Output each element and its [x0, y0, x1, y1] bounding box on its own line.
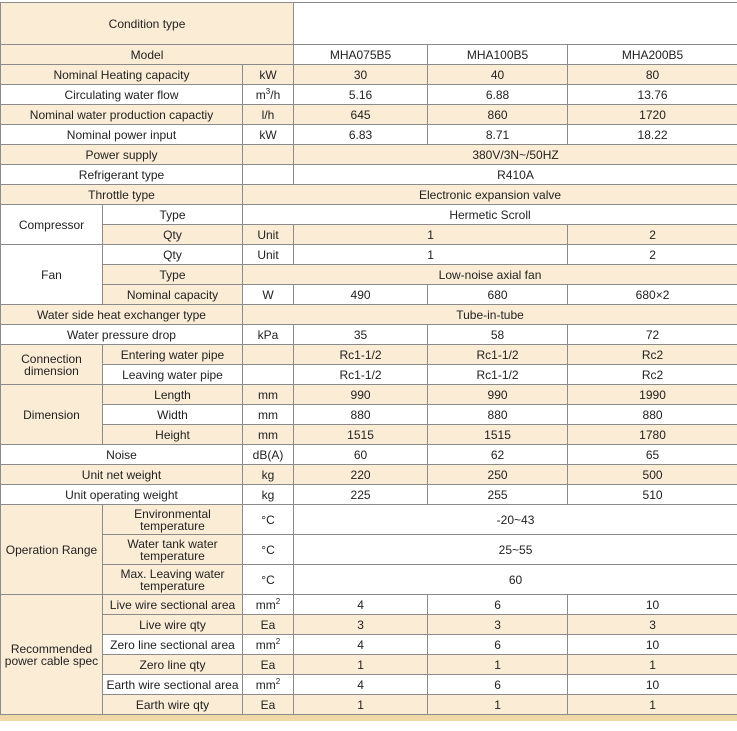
unit-superscript: 2: [275, 676, 281, 686]
condition-type-value: [294, 3, 737, 45]
value-cell: 225: [294, 485, 428, 505]
unit-tail: /h: [270, 87, 281, 102]
table-row: [1, 205, 737, 225]
value-cell: Tube-in-tube: [243, 305, 737, 325]
value-cell: Rc2: [568, 345, 737, 365]
row-label: Length: [103, 385, 243, 405]
value-cell: 220: [294, 465, 428, 485]
unit-base: mm: [255, 637, 276, 652]
value-cell: R410A: [294, 165, 737, 185]
value-cell: 880: [294, 405, 428, 425]
value-cell: Hermetic Scroll: [243, 205, 737, 225]
value-cell: 10: [568, 595, 737, 615]
table-row: [1, 305, 737, 325]
value-cell: 880: [428, 405, 568, 425]
value-cell: 4: [294, 635, 428, 655]
table-row: [1, 285, 737, 305]
table-row: [1, 105, 737, 125]
table-row: [1, 505, 737, 535]
value-cell: 990: [428, 385, 568, 405]
unit-cell: °C: [243, 535, 294, 565]
value-cell: 490: [294, 285, 428, 305]
value-cell: 80: [568, 65, 737, 85]
group-label-power-cable: Recommended power cable spec: [1, 595, 103, 715]
group-label-connection: Connection dimension: [1, 345, 103, 385]
table-row: [1, 365, 737, 385]
value-cell: 1: [568, 695, 737, 715]
value-cell: 380V/3N~/50HZ: [294, 145, 737, 165]
row-label: Nominal water production capactiy: [1, 105, 243, 125]
row-label: Entering water pipe: [103, 345, 243, 365]
unit-cell: [243, 675, 294, 695]
unit-cell: Ea: [243, 655, 294, 675]
unit-cell: [243, 365, 294, 385]
row-label: Type: [103, 205, 243, 225]
row-label: Zero line qty: [103, 655, 243, 675]
row-label: Refrigerant type: [1, 165, 243, 185]
table-row: [1, 655, 737, 675]
value-cell: 6.83: [294, 125, 428, 145]
row-label: Nominal Heating capacity: [1, 65, 243, 85]
value-cell: 13.76: [568, 85, 737, 105]
value-cell: 18.22: [568, 125, 737, 145]
row-label: Type: [103, 265, 243, 285]
unit-cell: Unit: [243, 225, 294, 245]
unit-cell: mm: [243, 425, 294, 445]
row-label: Max. Leaving water temperature: [103, 565, 243, 595]
group-label-operation-range: Operation Range: [1, 505, 103, 595]
value-cell: 860: [428, 105, 568, 125]
value-cell: 6.88: [428, 85, 568, 105]
group-label-dimension: Dimension: [1, 385, 103, 445]
unit-cell: Unit: [243, 245, 294, 265]
row-label: Unit operating weight: [1, 485, 243, 505]
model-name: MHA200B5: [568, 45, 737, 65]
unit-superscript: 3: [265, 86, 271, 96]
value-cell: 58: [428, 325, 568, 345]
value-cell: 680: [428, 285, 568, 305]
value-cell: 1: [568, 655, 737, 675]
unit-cell: [243, 595, 294, 615]
value-cell: 60: [294, 445, 428, 465]
unit-cell: l/h: [243, 105, 294, 125]
unit-cell: kW: [243, 125, 294, 145]
row-label: Nominal power input: [1, 125, 243, 145]
value-cell: 255: [428, 485, 568, 505]
value-cell: 1780: [568, 425, 737, 445]
value-cell: 1: [428, 695, 568, 715]
table-row: [1, 185, 737, 205]
value-cell: 1720: [568, 105, 737, 125]
model-name: MHA075B5: [294, 45, 428, 65]
value-cell: 500: [568, 465, 737, 485]
table-row: [1, 85, 737, 105]
table-row: [1, 345, 737, 365]
value-cell: 645: [294, 105, 428, 125]
value-cell: 6: [428, 595, 568, 615]
unit-cell: Ea: [243, 615, 294, 635]
value-cell: 8.71: [428, 125, 568, 145]
value-cell: 3: [428, 615, 568, 635]
value-cell: 680×2: [568, 285, 737, 305]
value-cell: 6: [428, 675, 568, 695]
table-row: [1, 405, 737, 425]
value-cell: 62: [428, 445, 568, 465]
value-cell: 60: [294, 565, 737, 595]
value-cell: 10: [568, 635, 737, 655]
value-cell: Rc2: [568, 365, 737, 385]
value-cell: Rc1-1/2: [428, 345, 568, 365]
table-row: [1, 45, 737, 65]
unit-cell: [243, 165, 294, 185]
unit-superscript: 2: [275, 596, 281, 606]
row-label: Earth wire sectional area: [103, 675, 243, 695]
unit-cell: kPa: [243, 325, 294, 345]
row-label: Circulating water flow: [1, 85, 243, 105]
row-label: Live wire sectional area: [103, 595, 243, 615]
row-label: Height: [103, 425, 243, 445]
value-cell: -20~43: [294, 505, 737, 535]
value-cell: 1990: [568, 385, 737, 405]
value-cell: 2: [568, 225, 737, 245]
value-cell: 65: [568, 445, 737, 465]
unit-cell: [243, 635, 294, 655]
table-row: [1, 325, 737, 345]
value-cell: 72: [568, 325, 737, 345]
table-row: [1, 225, 737, 245]
table-row: [1, 65, 737, 85]
unit-cell: Ea: [243, 695, 294, 715]
unit-cell: [243, 345, 294, 365]
unit-cell: kg: [243, 465, 294, 485]
unit-cell: °C: [243, 505, 294, 535]
table-row: [1, 385, 737, 405]
table-row: [1, 145, 737, 165]
unit-cell: dB(A): [243, 445, 294, 465]
table-row: [1, 245, 737, 265]
value-cell: 4: [294, 595, 428, 615]
table-row: [1, 485, 737, 505]
row-label: Earth wire qty: [103, 695, 243, 715]
value-cell: 5.16: [294, 85, 428, 105]
table-row: [1, 465, 737, 485]
value-cell: 30: [294, 65, 428, 85]
row-label: Throttle type: [1, 185, 243, 205]
value-cell: Rc1-1/2: [294, 345, 428, 365]
row-label: Water tank water temperature: [103, 535, 243, 565]
condition-type-label: Condition type: [1, 3, 294, 45]
value-cell: 1515: [428, 425, 568, 445]
table-row: [1, 125, 737, 145]
row-label: Width: [103, 405, 243, 425]
table-row: [1, 615, 737, 635]
value-cell: 40: [428, 65, 568, 85]
value-cell: 10: [568, 675, 737, 695]
table-row: [1, 445, 737, 465]
value-cell: 1: [294, 225, 568, 245]
row-label: Nominal capacity: [103, 285, 243, 305]
table-row: [1, 675, 737, 695]
table-row: [1, 535, 737, 565]
value-cell: 35: [294, 325, 428, 345]
model-name: MHA100B5: [428, 45, 568, 65]
row-label: Qty: [103, 245, 243, 265]
value-cell: Low-noise axial fan: [243, 265, 737, 285]
table-row: [1, 635, 737, 655]
value-cell: 3: [568, 615, 737, 635]
row-label: Leaving water pipe: [103, 365, 243, 385]
row-label: Water pressure drop: [1, 325, 243, 345]
group-label-compressor: Compressor: [1, 205, 103, 245]
unit-cell: kW: [243, 65, 294, 85]
unit-cell: mm: [243, 385, 294, 405]
row-label: Environmental temperature: [103, 505, 243, 535]
row-label: Power supply: [1, 145, 243, 165]
value-cell: 1515: [294, 425, 428, 445]
table-row: [1, 425, 737, 445]
table-row: [1, 695, 737, 715]
value-cell: Rc1-1/2: [294, 365, 428, 385]
value-cell: 510: [568, 485, 737, 505]
value-cell: 6: [428, 635, 568, 655]
table-row: [1, 595, 737, 615]
value-cell: 25~55: [294, 535, 737, 565]
spec-table-wrapper: [0, 2, 737, 715]
value-cell: 4: [294, 675, 428, 695]
table-row: [1, 565, 737, 595]
unit-base: mm: [255, 597, 276, 612]
value-cell: 1: [294, 695, 428, 715]
unit-base: mm: [255, 677, 276, 692]
model-label: Model: [1, 45, 294, 65]
unit-cell: kg: [243, 485, 294, 505]
unit-cell: [243, 85, 294, 105]
table-row: [1, 3, 737, 45]
value-cell: 1: [428, 655, 568, 675]
value-cell: Rc1-1/2: [428, 365, 568, 385]
row-label: Unit net weight: [1, 465, 243, 485]
value-cell: 3: [294, 615, 428, 635]
group-label-fan: Fan: [1, 245, 103, 305]
unit-cell: [243, 145, 294, 165]
value-cell: 1: [294, 655, 428, 675]
unit-superscript: 2: [275, 636, 281, 646]
unit-base: m: [255, 87, 266, 102]
unit-cell: mm: [243, 405, 294, 425]
value-cell: 880: [568, 405, 737, 425]
value-cell: Electronic expansion valve: [243, 185, 737, 205]
value-cell: 990: [294, 385, 428, 405]
row-label: Water side heat exchanger type: [1, 305, 243, 325]
unit-cell: °C: [243, 565, 294, 595]
table-row: [1, 165, 737, 185]
value-cell: 2: [568, 245, 737, 265]
row-label: Noise: [1, 445, 243, 465]
row-label: Qty: [103, 225, 243, 245]
row-label: Live wire qty: [103, 615, 243, 635]
unit-cell: W: [243, 285, 294, 305]
value-cell: 1: [294, 245, 568, 265]
value-cell: 250: [428, 465, 568, 485]
spec-table: [0, 2, 737, 715]
row-label: Zero line sectional area: [103, 635, 243, 655]
table-row: [1, 265, 737, 285]
